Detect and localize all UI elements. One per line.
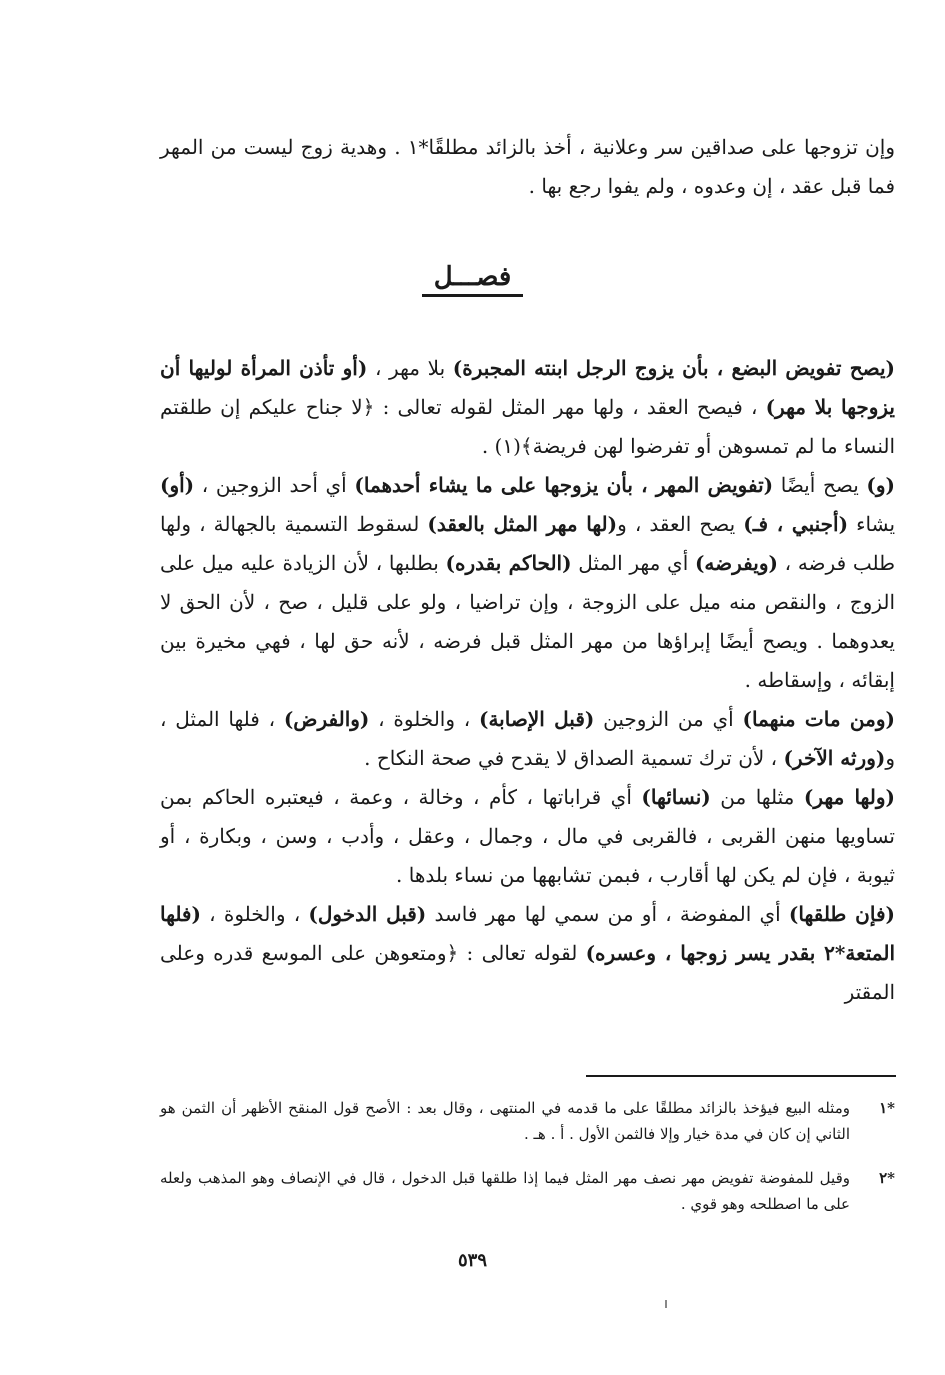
footnote-text: وقيل للمفوضة تفويض مهر نصف مهر المثل فيما إذا طلقها قبل الدخول ، قال في الإنصاف وهو المذهب ولعله على ما اصطلحه وهو قوي . [160,1169,850,1213]
intro-line-2: المهر فما قبل عقد ، إن وعدوه ، ولم يفوا رجع بها . [160,135,895,198]
main-text [160,349,895,1012]
footnote-2 [160,1165,895,1217]
footnote-mark: *١ [879,1099,895,1117]
intro-paragraph [160,128,895,206]
paragraph-3: (ومن مات منهما) أي من الزوجين (قبل الإصابة) ، والخلوة ، (والفرض) ، فلها المثل ، و(ورثه الآخر) ، لأن ترك تسمية الصداق لا يقدح في صحة النكاح . [160,707,895,770]
paragraph-4: (ولها مهر) مثلها من (نسائها) أي قراباتها ، كأم ، وخالة ، وعمة ، فيعتبره الحاكم بمن تساويها منهن القربى ، فالقربى في مال ، وجمال ، وعقل ، وأدب ، وسن ، وبكارة ، أو ثيوبة ، فإن لم يكن لها أقارب ، فبمن تشابهها من نساء بلدها . [160,785,895,887]
section-heading: فصـــل [0,260,945,297]
footnote-1 [160,1095,895,1147]
paragraph-5: (فإن طلقها) أي المفوضة ، أو من سمي لها مهر فاسد (قبل الدخول) ، والخلوة ، (فلها المتعة*٢ بقدر يسر زوجها ، وعسره) لقوله تعالى : ﴿ومتعوهن على الموسع قدره وعلى المقتر [160,902,895,1004]
footnote-divider [586,1075,896,1077]
footnote-text: ومثله البيع فيؤخذ بالزائد مطلقًا على ما قدمه في المنتهى ، وقال بعد : الأصح قول المنقح الأظهر أن الثمن هو الثاني إن كان في مدة خيار وإلا فالثمن الأول . أ . هـ . [160,1099,850,1143]
paragraph-2: (و) يصح أيضًا (تفويض المهر ، بأن يزوجها على ما يشاء أحدهما) أي أحد الزوجين ، (أو) يشاء (أجنبي ، فـ) يصح العقد ، و(لها مهر المثل بالعقد) لسقوط التسمية بالجهالة ، ولها طلب فرضه ، (ويفرضه) أي مهر المثل (الحاكم بقدره) بطلبها ، لأن الزيادة عليه ميل على الزوج ، والنقص منه ميل على الزوجة ، وإن تراضيا ، ولو على قليل ، صح ، لأن الحق لا يعدوهما . ويصح أيضًا إبراؤها من مهر المثل قبل فرضه ، لأنه حق لها ، فهي مخيرة بين إبقائه ، وإسقاطه . [160,473,896,692]
scan-speck [665,1300,667,1308]
paragraph-1: (يصح تفويض البضع ، بأن يزوج الرجل ابنته المجبرة) بلا مهر ، (أو تأذن المرأة لوليها أن يزوجها بلا مهر) ، فيصح العقد ، ولها مهر المثل لقوله تعالى : ﴿لا جناح عليكم إن طلقتم النساء ما لم تمسوهن أو تفرضوا لهن فريضة﴾(١) . [160,356,896,458]
page-number: ٥٣٩ [457,1250,487,1271]
footnote-mark: *٢ [879,1169,895,1187]
intro-line-1: وإن تزوجها على صداقين سر وعلانية ، أخذ بالزائد مطلقًا*١ . وهدية زوج ليست من [210,135,896,159]
